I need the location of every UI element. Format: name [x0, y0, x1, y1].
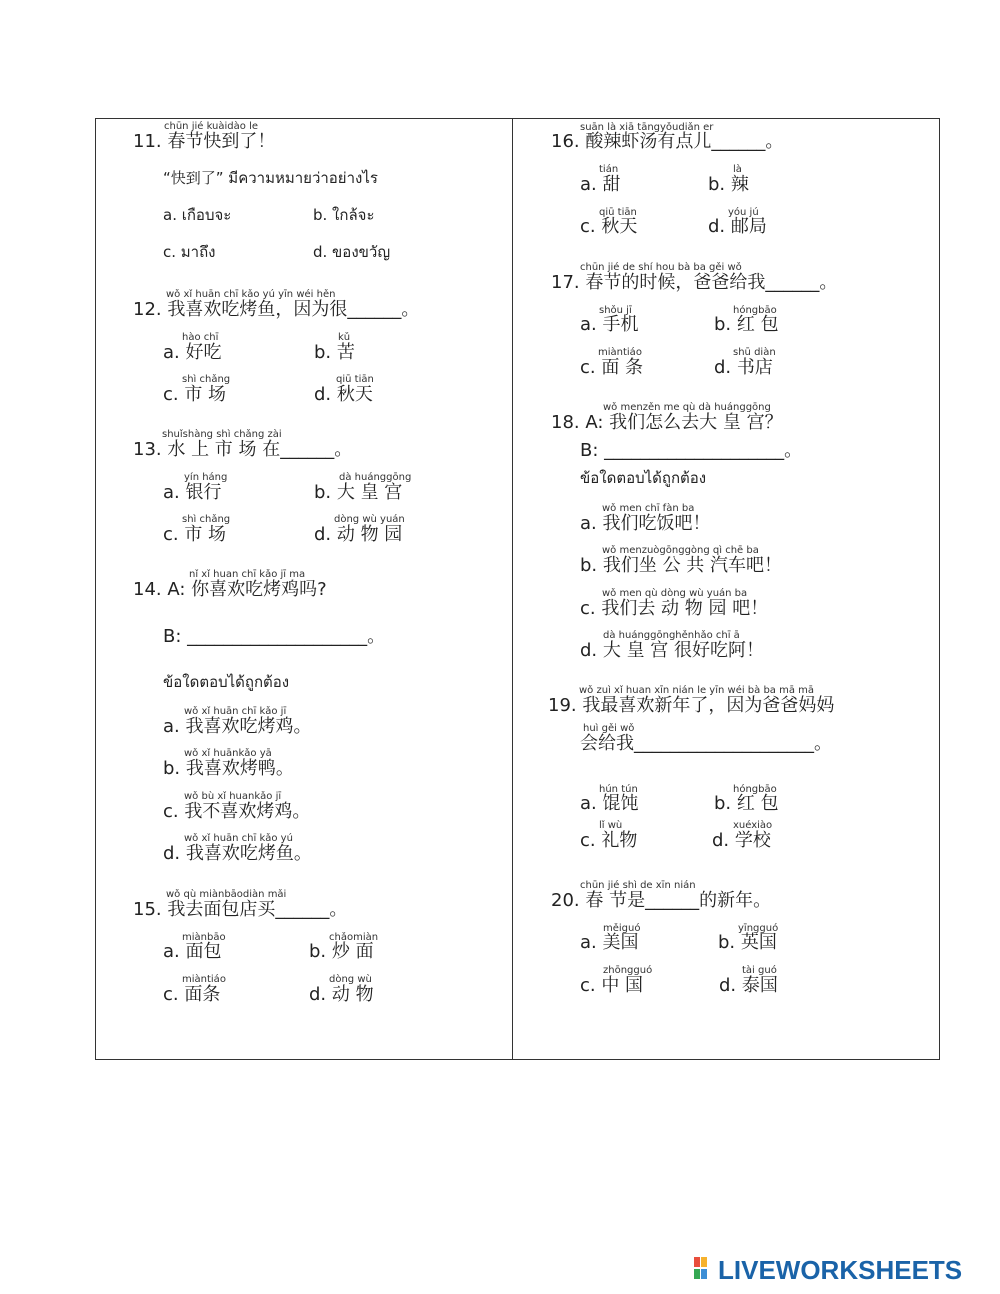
option-a-pinyin: miànbāo	[182, 932, 226, 943]
answer-blank[interactable]: B: ____________________。	[580, 440, 803, 461]
option-b[interactable]: b. 红 包	[714, 314, 779, 335]
option-c-pinyin: shì chǎng	[182, 374, 231, 385]
option-b-pinyin: kǔ	[338, 332, 351, 343]
question-prompt: ข้อใดตอบได้ถูกต้อง	[163, 673, 290, 691]
option-c-pinyin: wǒ bù xǐ huankǎo jī	[184, 791, 282, 802]
option-c-pinyin: wǒ men qù dòng wù yuán ba	[602, 588, 748, 599]
option-b[interactable]: b. 大 皇 宫	[314, 482, 403, 503]
pinyin: shuǐshàng shì chǎng zài	[162, 429, 282, 440]
worksheet-table	[95, 118, 940, 1060]
option-a-pinyin: shǒu jī	[599, 305, 632, 316]
option-c[interactable]: c. 我不喜欢烤鸡。	[163, 801, 311, 822]
option-d[interactable]: d. 邮局	[708, 216, 767, 237]
pinyin: chūn jié de shí hou bà ba gěi wǒ	[580, 262, 742, 273]
option-c[interactable]: c. 市 场	[163, 524, 227, 545]
pinyin: nǐ xǐ huan chī kǎo jī ma	[189, 569, 306, 580]
option-a[interactable]: a. 馄饨	[580, 793, 639, 814]
question-text: 13. 水 上 市 场 在______。	[133, 439, 353, 460]
question-text: 17. 春节的时候，爸爸给我______。	[551, 272, 838, 293]
option-a-pinyin: tián	[599, 164, 619, 175]
option-c[interactable]: c. 面条	[163, 984, 221, 1005]
option-a-pinyin: měiguó	[603, 923, 641, 934]
option-d-pinyin: tài guó	[742, 965, 777, 976]
option-a[interactable]: a. 我们吃饭吧！	[580, 513, 711, 534]
question-text: 15. 我去面包店买______。	[133, 899, 348, 920]
option-b[interactable]: b. 炒 面	[309, 941, 374, 962]
option-d-pinyin: dà huánggōnghěnhǎo chī ā	[603, 630, 740, 641]
option-d[interactable]: d. 动 物 园	[314, 524, 403, 545]
question-text: 14. A: 你喜欢吃烤鸡吗?	[133, 579, 327, 600]
option-a[interactable]: a. 面包	[163, 941, 222, 962]
question-text: 19. 我最喜欢新年了，因为爸爸妈妈	[548, 695, 835, 716]
liveworksheets-logo	[694, 1255, 994, 1285]
option-d-pinyin: xuéxiào	[733, 820, 773, 831]
option-b-pinyin: chǎomiàn	[329, 932, 379, 943]
option-d-pinyin: shū diàn	[733, 347, 776, 358]
option-d[interactable]: d. 学校	[712, 830, 771, 851]
option-c[interactable]: c. 市 场	[163, 384, 227, 405]
question-prompt: ข้อใดตอบได้ถูกต้อง	[580, 469, 707, 487]
option-a-pinyin: wǒ xǐ huān chī kǎo jī	[184, 706, 287, 717]
option-d-pinyin: yóu jú	[728, 207, 759, 218]
pinyin: wǒ menzěn me qù dà huánggōng	[603, 402, 771, 413]
option-b-pinyin: wǒ xǐ huānkǎo yā	[184, 748, 272, 759]
question-text: 11. 春节快到了！	[133, 131, 276, 152]
column-divider	[512, 119, 513, 1059]
question-text: 12. 我喜欢吃烤鱼，因为很______。	[133, 299, 420, 320]
option-d-pinyin: dòng wù yuán	[334, 514, 405, 525]
option-b[interactable]: b. 我们坐 公 共 汽车吧！	[580, 555, 783, 576]
option-c[interactable]: c. 我们去 动 物 园 吧！	[580, 598, 769, 619]
option-c[interactable]: c. มาถึง	[163, 243, 216, 261]
option-c[interactable]: c. 礼物	[580, 830, 638, 851]
option-b-pinyin: hóngbāo	[733, 305, 777, 316]
option-a[interactable]: a. 甜	[580, 174, 621, 195]
option-d[interactable]: d. 我喜欢吃烤鱼。	[163, 843, 312, 864]
option-a[interactable]: a. 银行	[163, 482, 222, 503]
option-c[interactable]: c. 中 国	[580, 975, 644, 996]
question-text: 16. 酸辣虾汤有点儿______。	[551, 131, 784, 152]
option-a[interactable]: a. 我喜欢吃烤鸡。	[163, 716, 312, 737]
option-a-pinyin: hào chī	[182, 332, 219, 343]
option-b-pinyin: wǒ menzuògōnggòng qì chē ba	[602, 545, 759, 556]
option-c-pinyin: lǐ wù	[599, 820, 623, 831]
option-c-pinyin: miàntiáo	[182, 974, 226, 985]
pinyin: wǒ zuì xǐ huan xīn nián le yīn wéi bà ba mā mā	[579, 685, 815, 696]
option-d-pinyin: qiū tiān	[336, 374, 374, 385]
option-d[interactable]: d. 大 皇 宫 很好吃阿！	[580, 640, 765, 661]
option-b[interactable]: b. 红 包	[714, 793, 779, 814]
option-d[interactable]: d. ของขวัญ	[313, 243, 391, 261]
option-a-pinyin: yín háng	[184, 472, 228, 483]
question-text-line2: 会给我____________________。	[580, 733, 832, 754]
option-a[interactable]: a. 美国	[580, 932, 639, 953]
option-a-pinyin: hún tún	[599, 784, 638, 795]
option-c[interactable]: c. 面 条	[580, 357, 644, 378]
logo-blocks-icon	[694, 1257, 716, 1281]
option-c[interactable]: c. 秋天	[580, 216, 638, 237]
option-b-pinyin: là	[733, 164, 742, 175]
option-b[interactable]: b. 我喜欢烤鸭。	[163, 758, 294, 779]
logo-text: LIVEWORKSHEETS	[718, 1255, 963, 1285]
option-b[interactable]: b. ใกล้จะ	[313, 206, 375, 224]
question-text: 20. 春 节是______的新年。	[551, 890, 772, 911]
option-a[interactable]: a. เกือบจะ	[163, 206, 232, 224]
option-a[interactable]: a. 好吃	[163, 342, 222, 363]
option-a[interactable]: a. 手机	[580, 314, 639, 335]
option-c-pinyin: zhōngguó	[603, 965, 653, 976]
question-text: 18. A: 我们怎么去大 皇 宫？	[551, 412, 783, 433]
pinyin: wǒ xǐ huān chī kǎo yú yīn wéi hěn	[166, 289, 336, 300]
option-b[interactable]: b. 英国	[718, 932, 777, 953]
option-d[interactable]: d. 动 物	[309, 984, 374, 1005]
option-b[interactable]: b. 苦	[314, 342, 355, 363]
option-b-pinyin: hóngbāo	[733, 784, 777, 795]
answer-blank[interactable]: B: ____________________。	[163, 626, 386, 647]
option-c-pinyin: miàntiáo	[598, 347, 642, 358]
option-d[interactable]: d. 秋天	[314, 384, 373, 405]
option-d[interactable]: d. 书店	[714, 357, 773, 378]
pinyin-line2: huì gěi wǒ	[583, 723, 635, 734]
option-b-pinyin: dà huánggōng	[339, 472, 412, 483]
option-a-pinyin: wǒ men chī fàn ba	[602, 503, 695, 514]
pinyin: wǒ qù miànbāodiàn mǎi	[166, 889, 287, 900]
pinyin: chūn jié kuàidào le	[164, 121, 259, 132]
option-b-pinyin: yīngguó	[738, 923, 779, 934]
option-d-pinyin: dòng wù	[329, 974, 372, 985]
pinyin: chūn jié shì de xīn nián	[580, 880, 696, 891]
option-c-pinyin: shì chǎng	[182, 514, 231, 525]
option-c-pinyin: qiū tiān	[599, 207, 637, 218]
option-b[interactable]: b. 辣	[708, 174, 749, 195]
option-d[interactable]: d. 泰国	[719, 975, 778, 996]
pinyin: suān là xiā tāngyǒudiǎn er	[580, 122, 714, 133]
option-d-pinyin: wǒ xǐ huān chī kǎo yú	[184, 833, 293, 844]
question-prompt: “快到了” มีความหมายว่าอย่างไร	[163, 169, 378, 187]
